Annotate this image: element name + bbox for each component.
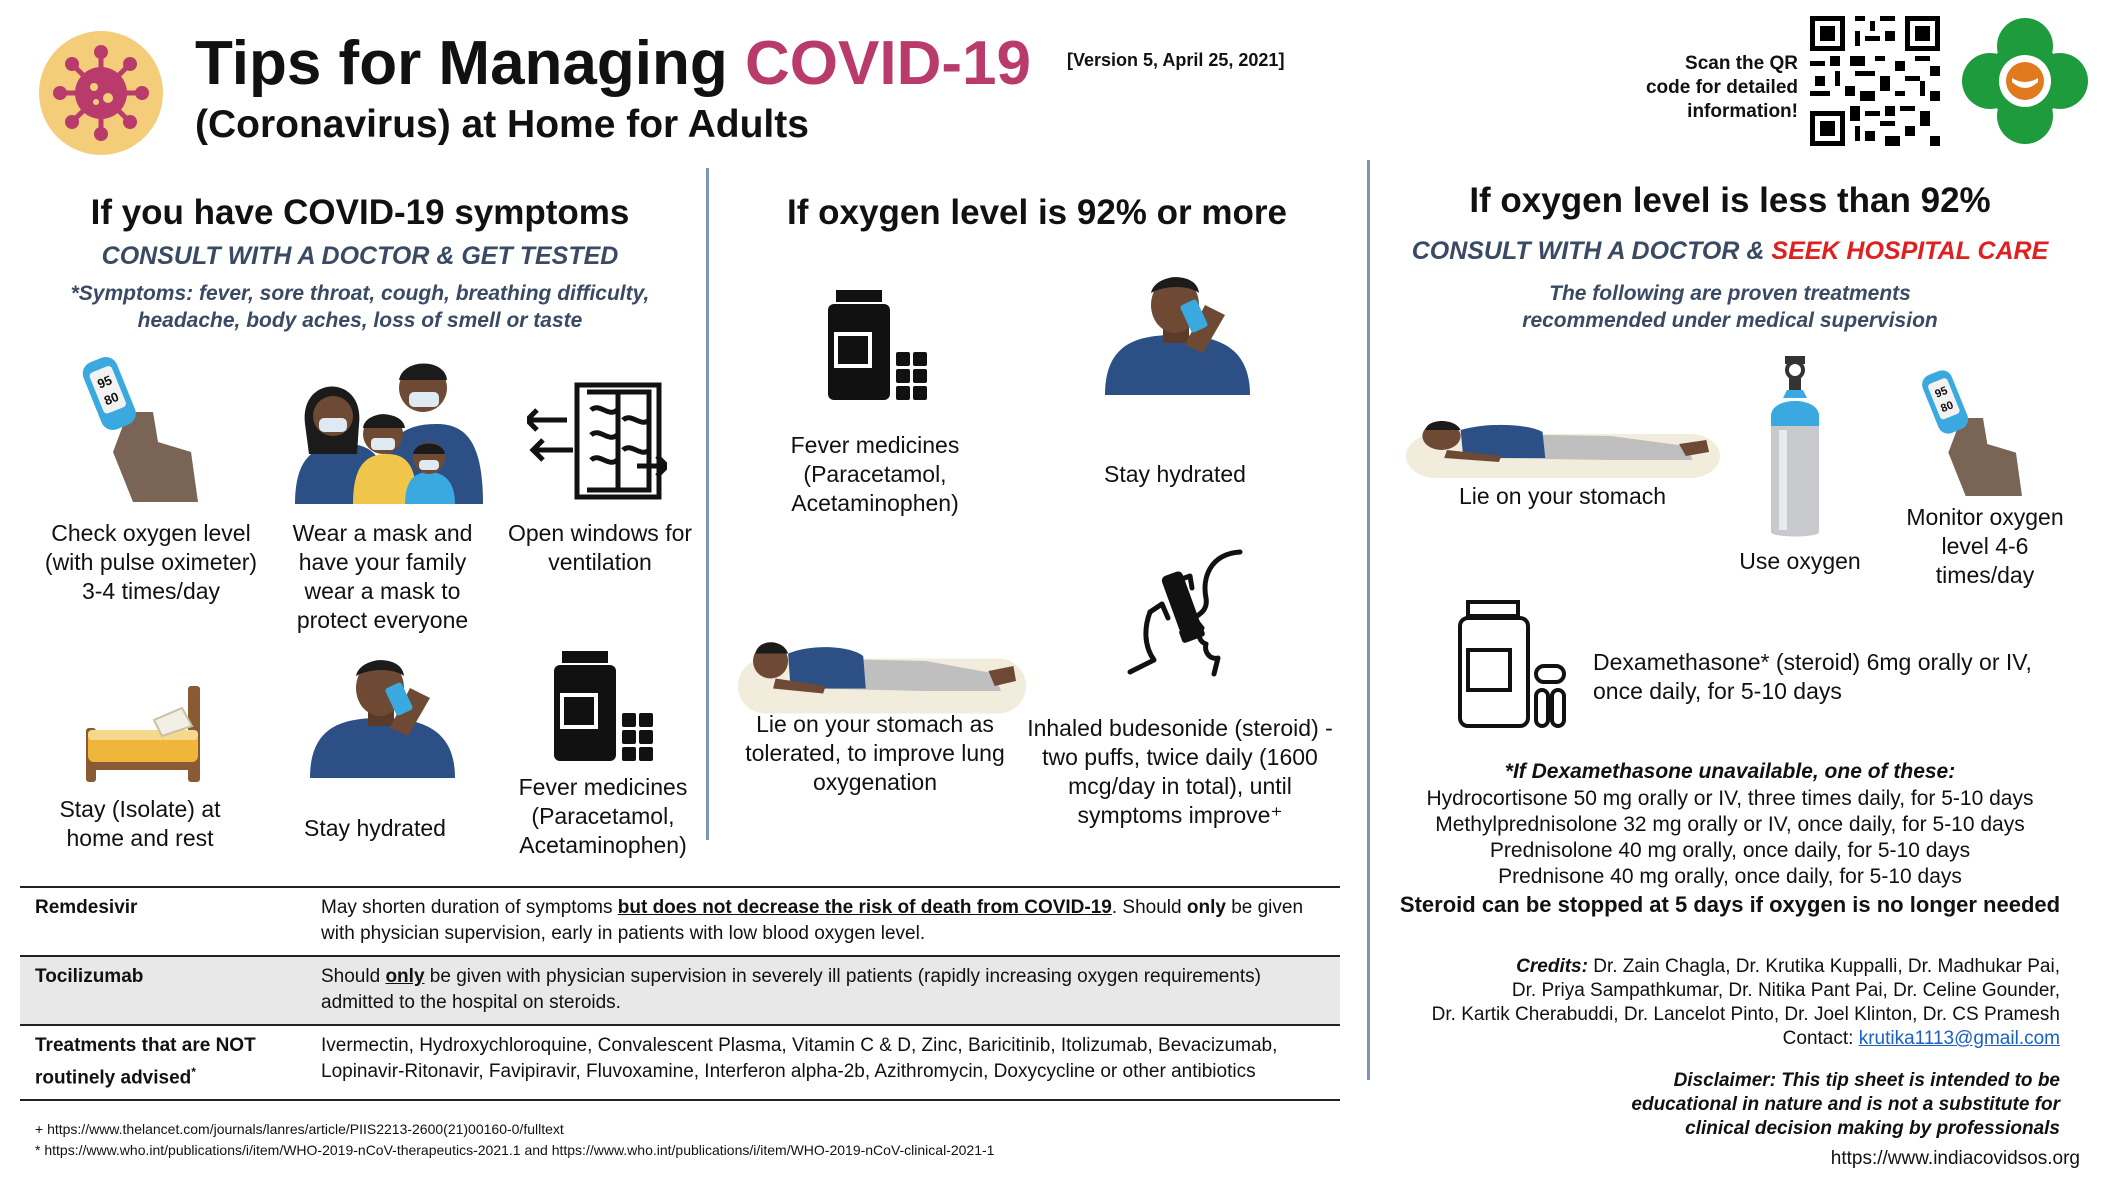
credits-block: Credits: Dr. Zain Chagla, Dr. Krutika Kuppalli, Dr. Madhukar Pai, Dr. Priya Sampathkumar, Dr. Nitika Pant Pai, Dr. Celine Gounder, Dr. Kartik Cherabuddi, Dr. Lancelot Pinto, Dr. Joel Klinton, Dr. CS Pramesh Contact: krutika1113@gmail.com [1431,956,2060,1049]
col3-consult: CONSULT WITH A DOCTOR & SEEK HOSPITAL CARE [1411,237,2049,265]
alternative-item: Prednisone 40 mg orally, once daily, for 5-10 days [1498,865,1962,888]
window-icon [527,380,667,500]
col3-item-label: Dexamethasone* (steroid) 6mg orally or IV, once daily, for 5-10 days [1593,649,2032,704]
alternative-item: Methylprednisolone 32 mg orally or IV, once daily, for 5-10 days [1435,813,2025,836]
col3-heading: If oxygen level is less than 92% [1469,181,1991,220]
alternatives-list [1380,786,2080,890]
col2-heading: If oxygen level is 92% or more [787,193,1287,232]
indiacovidsos-logo-icon [1960,16,2090,146]
table-row [20,956,1340,1025]
contact-email-link[interactable]: krutika1113@gmail.com [1858,1028,2060,1049]
pulse-oximeter-icon [1905,366,2035,496]
treatment-name: Treatments that are NOT routinely advised* [35,1035,256,1089]
drinking-water-icon [290,658,470,778]
col2-item-label: Fever medicines (Paracetamol, Acetaminophen) [790,432,960,516]
website-link[interactable]: https://www.indiacovidsos.org [1830,1148,2080,1169]
treatment-note: May shorten duration of symptoms but does not decrease the risk of death from COVID-19. Should only be given with physician supervision, early in patients with low blood oxygen level. [321,897,1304,944]
col1-item-label: Wear a mask and have your family wear a mask to protect everyone [292,520,473,633]
col1-item-label: Fever medicines (Paracetamol, Acetaminophen) [518,774,688,858]
col1-consult: CONSULT WITH A DOCTOR & GET TESTED [101,242,619,270]
medicine-bottle-icon [548,651,658,761]
col1-item-label: Open windows for ventilation [507,520,693,575]
disclaimer: Disclaimer: This tip sheet is intended to be educational in nature and is not a substitute for clinical decision making by professionals [1631,1070,2060,1139]
prone-position-icon [1406,400,1720,480]
version-label: [Version 5, April 25, 2021] [1067,50,1285,70]
symptoms-list: *Symptoms: fever, sore throat, cough, breathing difficulty, headache, body aches, loss of smell or taste [70,282,650,332]
treatment-name: Remdesivir [35,897,138,918]
col2-item-label: Inhaled budesonide (steroid) - two puffs, twice daily (1600 mcg/day in total), until symptoms improve⁺ [1027,715,1333,828]
proven-treatments-note: The following are proven treatments recommended under medical supervision [1522,282,1938,332]
family-mask-icon [287,354,483,504]
col3-item-label: Use oxygen [1739,548,1861,574]
medicine-bottle-icon [1456,600,1566,730]
drinking-water-icon [1085,275,1265,395]
qr-code-icon[interactable] [1810,16,1940,146]
alternatives-heading: *If Dexamethasone unavailable, one of these: [1504,760,1956,783]
col3-item-label: Monitor oxygen level 4-6 times/day [1906,504,2064,588]
col1-heading: If you have COVID-19 symptoms [90,193,630,232]
col2-item-label: Lie on your stomach as tolerated, to improve lung oxygenation [745,711,1005,795]
virus-logo-icon [38,30,164,156]
prone-position-icon [738,616,1026,716]
col1-item-label: Check oxygen level (with pulse oximeter) 3-4 times/day [44,520,258,604]
column-divider [706,168,709,840]
column-divider [1367,160,1370,1080]
alternative-item: Hydrocortisone 50 mg orally or IV, three times daily, for 5-10 days [1426,787,2034,810]
oxygen-cylinder-icon [1765,356,1825,540]
pulse-oximeter-icon [68,352,208,502]
page-subtitle: (Coronavirus) at Home for Adults [195,103,809,146]
col3-item-label: Lie on your stomach [1458,483,1667,509]
treatment-name: Tocilizumab [35,966,144,987]
treatment-note: Should only be given with physician supervision in severely ill patients (rapidly increasing oxygen requirements) admitted to the hospital on steroids. [321,966,1261,1013]
reference-link[interactable]: * https://www.who.int/publications/i/item/WHO-2019-nCoV-therapeutics-2021.1 and https://www.who.int/publications/i/item/WHO-2019-nCoV-clinical-2021-1 [35,1142,995,1158]
table-row [20,887,1340,956]
reference-link[interactable]: + https://www.thelancet.com/journals/lanres/article/PIIS2213-2600(21)00160-0/fulltext [35,1121,564,1137]
col1-item-label: Stay (Isolate) at home and rest [59,796,221,851]
steroid-stop-note: Steroid can be stopped at 5 days if oxygen is no longer needed [1399,892,2061,917]
qr-caption: Scan the QR code for detailed information! [1645,53,1798,122]
medicine-bottle-icon [822,290,932,400]
page-title: Tips for Managing COVID-19 [195,29,1031,98]
treatments-table [20,886,1340,1101]
table-row [20,1025,1340,1100]
inhaler-icon [1110,548,1246,678]
treatment-note: Ivermectin, Hydroxychloroquine, Convalescent Plasma, Vitamin C & D, Zinc, Baricitinib, Itolizumab, Bevacizumab, Lopinavir-Ritonavir, Favipiravir, Fluvoxamine, Interferon alpha-2b, Azithromycin, Doxycycline or other antibiotics [321,1035,1278,1082]
col1-item-label: Stay hydrated [304,815,446,841]
alternative-item: Prednisolone 40 mg orally, once daily, for 5-10 days [1489,839,1971,862]
bed-icon [82,676,218,786]
col2-item-label: Stay hydrated [1104,461,1246,487]
